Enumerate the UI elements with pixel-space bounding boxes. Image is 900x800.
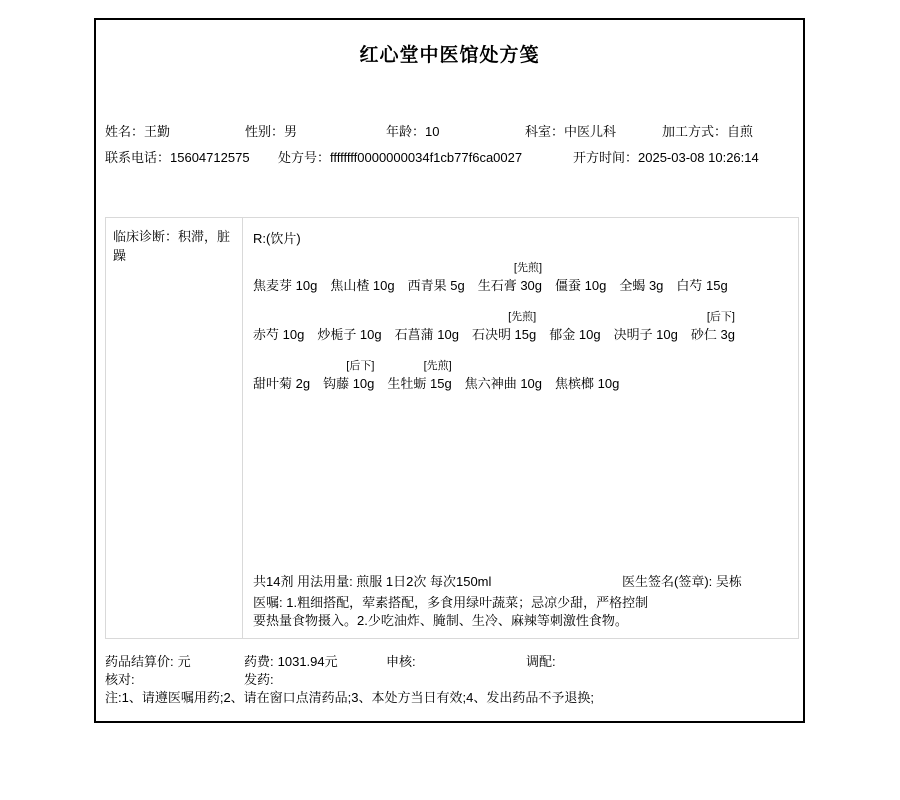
herb-item <box>676 260 727 295</box>
phone-value: 15604712575 <box>170 150 250 165</box>
page-title: 红心堂中医馆处方笺 <box>359 45 540 66</box>
herb-decoction-tag <box>614 309 678 326</box>
medicine-fee-value: 1031.94元 <box>277 654 338 669</box>
patient-age-field <box>386 124 439 140</box>
herb-decoction-tag <box>317 309 381 326</box>
herb-item <box>619 260 663 295</box>
diagnosis-value: 积滞，脏躁 <box>113 229 231 263</box>
footer-note: 注:1、请遵医嘱用药;2、请在窗口点清药品;3、本处方当日有效;4、发出药品不予退换; <box>105 690 594 705</box>
herb-name-dose: 炒栀子 10g <box>317 327 382 342</box>
check-label: 核对: <box>105 672 135 687</box>
patient-age-label: 年龄： <box>386 124 426 139</box>
herb-name-dose: 郁金 10g <box>549 327 601 342</box>
herb-name-dose: 僵蚕 10g <box>555 278 607 293</box>
rx-bottom-section <box>253 573 793 630</box>
herb-item <box>549 309 600 344</box>
herb-item <box>330 260 394 295</box>
herb-item <box>555 260 606 295</box>
herb-decoction-tag: [先煎] <box>423 360 452 372</box>
herb-decoction-tag <box>330 260 394 277</box>
department-label: 科室： <box>525 124 565 139</box>
doctor-signature-value: 吴栋 <box>715 574 742 589</box>
herb-name-dose: 砂仁 3g <box>690 327 735 342</box>
prescription-number-label: 处方号： <box>278 150 331 165</box>
prescription-sheet <box>94 18 805 723</box>
herb-name-dose: 焦山楂 10g <box>330 278 395 293</box>
herb-decoction-tag <box>619 260 663 277</box>
herb-item <box>253 260 317 295</box>
herb-name-dose: 石决明 15g <box>471 327 537 342</box>
processing-method-label: 加工方式： <box>662 124 728 139</box>
settlement-price-label: 药品结算价: <box>105 654 174 669</box>
clinical-diagnosis <box>106 218 243 638</box>
settlement-price-field <box>105 654 191 670</box>
herb-name-dose: 生牡蛎 15g <box>387 376 452 391</box>
herb-item <box>387 358 451 393</box>
patient-gender-value: 男 <box>284 124 298 139</box>
department-field <box>525 124 616 140</box>
patient-gender-label: 性别： <box>245 124 285 139</box>
phone-label: 联系电话： <box>105 150 171 165</box>
herb-decoction-tag <box>253 358 310 375</box>
herb-item <box>253 309 304 344</box>
herb-decoction-tag <box>465 358 542 375</box>
herb-name-dose: 焦槟榔 10g <box>555 376 620 391</box>
herb-item <box>317 309 381 344</box>
herb-decoction-tag <box>408 260 465 277</box>
herb-row-3 <box>253 358 798 393</box>
herb-name-dose: 石菖蒲 10g <box>394 327 459 342</box>
prescription-number-field <box>278 150 522 166</box>
doctor-signature <box>622 573 742 591</box>
dispense-prep-label: 调配: <box>526 654 556 669</box>
processing-method-value: 自煎 <box>727 124 754 139</box>
herb-decoction-tag: [后下] <box>346 360 375 372</box>
herb-item <box>472 309 536 344</box>
herb-name-dose: 西青果 5g <box>407 278 465 293</box>
herb-name-dose: 甜叶菊 2g <box>253 376 311 391</box>
herb-decoction-tag: [先煎] <box>513 262 543 274</box>
herb-item <box>395 309 459 344</box>
issue-time-field <box>573 150 759 166</box>
dispense-prep-field <box>526 654 556 670</box>
herb-name-dose: 全蝎 3g <box>619 278 664 293</box>
doctor-signature-label: 医生签名(签章): <box>622 574 716 589</box>
herb-decoction-tag <box>253 260 317 277</box>
herb-decoction-tag <box>555 358 619 375</box>
review-label: 申核: <box>386 654 416 669</box>
medicine-fee-label: 药费: <box>244 654 274 669</box>
herb-decoction-tag: [先煎] <box>508 311 537 323</box>
usage-row <box>253 573 793 591</box>
herb-decoction-tag <box>555 260 606 277</box>
diagnosis-label: 临床诊断： <box>113 229 179 244</box>
herb-item <box>614 309 678 344</box>
patient-name-label: 姓名： <box>105 124 145 139</box>
patient-gender-field <box>245 124 297 140</box>
herb-name-dose: 钩藤 10g <box>323 376 375 391</box>
patient-age-value: 10 <box>425 124 440 139</box>
issue-time-label: 开方时间： <box>573 150 639 165</box>
herb-row-1 <box>253 260 798 295</box>
herb-list <box>253 260 798 393</box>
review-field <box>386 654 416 670</box>
department-value: 中医儿科 <box>564 124 617 139</box>
patient-name-field <box>105 124 170 140</box>
rx-column <box>243 218 798 638</box>
medical-advice: 医嘱: 1.粗细搭配，荤素搭配，多食用绿叶蔬菜；忌凉少甜，严格控制要热量食物摄入。2.少吃油炸、腌制、生冷、麻辣等刺激性食物。 <box>253 595 649 628</box>
herb-item <box>691 309 735 344</box>
settlement-price-value: 元 <box>177 654 191 669</box>
herb-name-dose: 焦六神曲 10g <box>464 376 543 391</box>
medicine-fee-field <box>244 654 338 670</box>
processing-method-field <box>662 124 753 140</box>
dispense-label: 发药: <box>244 672 274 687</box>
herb-name-dose: 白芍 15g <box>676 278 728 293</box>
herb-name-dose: 焦麦芽 10g <box>253 278 318 293</box>
rx-header: R:(饮片) <box>253 231 301 246</box>
herb-decoction-tag <box>395 309 459 326</box>
patient-name-value: 王勤 <box>144 124 171 139</box>
dispense-field <box>244 672 274 688</box>
herb-name-dose: 决明子 10g <box>613 327 678 342</box>
herb-decoction-tag <box>549 309 600 326</box>
usage-text: 共14剂 用法用量: 煎服 1日2次 每次150ml <box>253 574 492 589</box>
herb-name-dose: 生石膏 30g <box>477 278 543 293</box>
check-field <box>105 672 135 688</box>
prescription-box <box>105 217 799 639</box>
herb-decoction-tag <box>676 260 727 277</box>
herb-item <box>478 260 542 295</box>
prescription-number-value: ffffffff0000000034f1cb77f6ca0027 <box>330 150 523 165</box>
herb-item <box>555 358 619 393</box>
herb-item <box>323 358 374 393</box>
herb-name-dose: 赤芍 10g <box>253 327 305 342</box>
herb-item <box>465 358 542 393</box>
herb-item <box>253 358 310 393</box>
herb-row-2 <box>253 309 798 344</box>
issue-time-value: 2025-03-08 10:26:14 <box>638 150 759 165</box>
herb-item <box>408 260 465 295</box>
phone-field <box>105 150 250 166</box>
herb-decoction-tag: [后下] <box>706 311 735 323</box>
herb-decoction-tag <box>253 309 304 326</box>
